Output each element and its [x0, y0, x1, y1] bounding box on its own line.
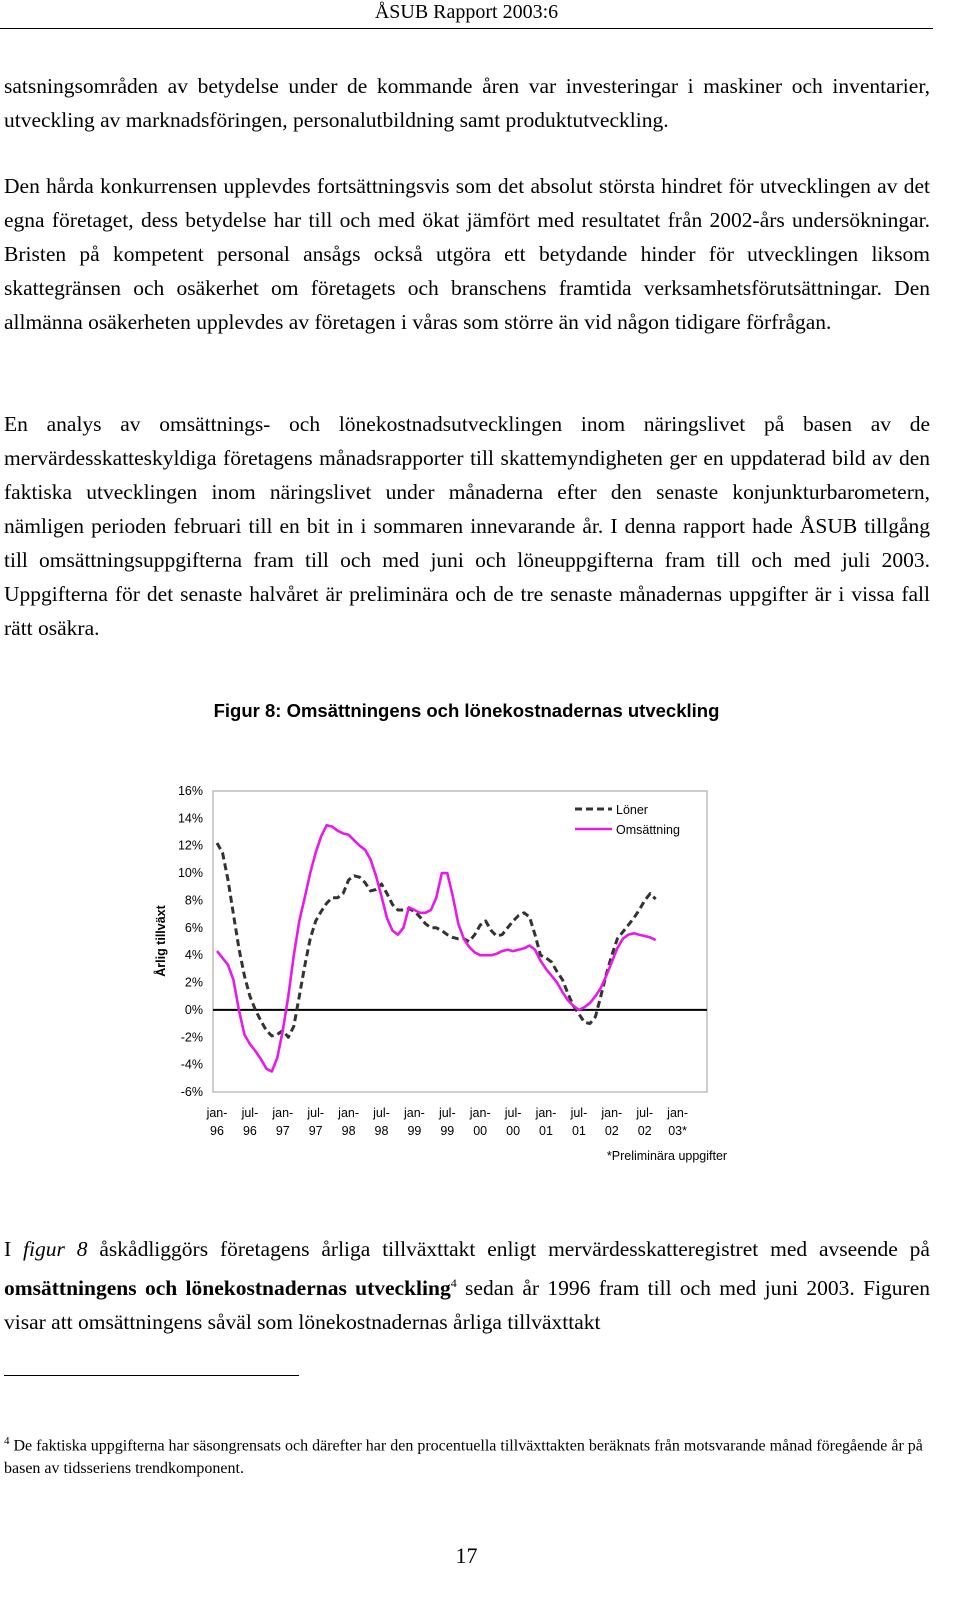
y-tick-label: 10%: [177, 866, 203, 881]
paragraph-3: En analys av omsättnings- och lönekostnadsutvecklingen inom näringslivet på basen av de mervärdesskatteskyldiga företagens månadsrapporter till skattemyndigheten ger en uppdaterad bild av den faktiska utvecklingen inom näringslivet under månaderna efter den senaste konjunkturbarometern, nämligen perioden februari till en bit in i sommaren innevarande år. I denna rapport hade ÅSUB tillgång till omsättningsuppgifterna fram till och med juni och löneuppgifterna fram till och med juli 2003. Uppgifterna för det senaste halvåret är preliminära och de tre senaste månadernas uppgifter är i vissa fall rätt osäkra.: [4, 412, 930, 640]
x-tick-label: jan-: [272, 1106, 294, 1120]
y-tick-label: -2%: [180, 1030, 203, 1045]
legend-label: Löner: [616, 803, 648, 817]
y-tick-label: 16%: [177, 784, 203, 798]
p4-text-a: I: [4, 1237, 24, 1261]
x-tick-label: jan-: [535, 1106, 557, 1120]
header-rule: [0, 28, 933, 29]
x-tick-label: jan-: [667, 1106, 689, 1120]
x-tick-label: 02: [604, 1124, 619, 1138]
y-tick-label: 4%: [184, 948, 203, 963]
footnote-reference: 4: [450, 1276, 457, 1290]
x-tick-label: 02: [637, 1124, 652, 1138]
x-tick-label: 98: [374, 1124, 389, 1138]
x-tick-label: jul-: [373, 1106, 390, 1120]
page-number: 17: [455, 1543, 478, 1568]
x-tick-label: 01: [539, 1124, 553, 1138]
y-tick-label: 12%: [177, 838, 203, 853]
paragraph-2: Den hårda konkurrensen upplevdes fortsättningsvis som det absolut största hindret för utvecklingen av det egna företaget, dess betydelse har till och med ökat jämfört med resultatet från 2002-års undersökningar. Bristen på kompetent personal ansågs också utgöra ett betydande hinder för utvecklingen liksom skattegränsen och osäkerhet om företagets och branschens framtida verksamhetsförutsättningar. Den allmänna osäkerheten upplevdes av företagen i våras som större än vid någon tidigare förfrågan.: [4, 174, 930, 334]
x-tick-label: jan-: [403, 1106, 425, 1120]
x-tick-label: 99: [407, 1124, 422, 1138]
bold-phrase: omsättningens och lönekostnadernas utveckling: [4, 1276, 451, 1301]
y-tick-label: 14%: [177, 811, 203, 826]
x-tick-label: 99: [440, 1124, 455, 1138]
x-tick-label: jan-: [601, 1106, 623, 1120]
x-tick-label: jul-: [570, 1106, 588, 1120]
footnote-rule: [4, 1375, 299, 1376]
x-tick-label: 97: [308, 1124, 323, 1138]
x-tick-label: 96: [210, 1124, 224, 1138]
x-tick-label: 01: [571, 1124, 586, 1138]
x-tick-label: jul-: [307, 1106, 325, 1120]
x-tick-label: 00: [473, 1124, 488, 1138]
x-tick-label: 00: [506, 1124, 521, 1138]
y-tick-label: 6%: [184, 920, 203, 935]
x-tick-label: jan-: [206, 1106, 228, 1120]
figure-title: Figur 8: Omsättningens och lönekostnadernas utveckling: [213, 700, 720, 721]
legend-label: Omsättning: [616, 823, 680, 837]
y-tick-label: 0%: [184, 1002, 203, 1017]
x-tick-label: 03*: [668, 1124, 687, 1138]
x-tick-label: 97: [275, 1124, 290, 1138]
footnote-marker: 4: [4, 1435, 10, 1447]
x-tick-label: 98: [341, 1124, 356, 1138]
x-tick-label: jul-: [438, 1106, 456, 1120]
p4-text-f: sedan år 1996 fram till och med juni 2003. Figuren visar att omsättningens såväl som lönekostnadernas årliga tillväxttakt: [4, 1276, 930, 1335]
figure-reference: figur 8: [23, 1237, 88, 1261]
y-tick-label: 2%: [184, 975, 203, 990]
x-tick-label: jan-: [469, 1106, 491, 1120]
x-tick-label: jul-: [504, 1106, 522, 1120]
y-tick-label: 8%: [184, 893, 203, 908]
y-axis-label: Årlig tillväxt: [154, 905, 168, 977]
x-tick-label: jan-: [338, 1106, 360, 1120]
y-tick-label: -6%: [180, 1085, 203, 1099]
running-header: ÅSUB Rapport 2003:6: [374, 1, 559, 23]
footnote: [4, 1430, 930, 1480]
y-tick-label: -4%: [180, 1057, 203, 1072]
line-chart: [0, 760, 933, 1170]
footnote-text: De faktiska uppgifterna har säsongrensats och därefter har den procentuella tillväxttakten beräknats från motsvarande månad föregående år på basen av tidsseriens trendkomponent.: [4, 1437, 923, 1478]
p4-text-c: åskådliggörs företagens årliga tillväxttakt enligt mervärdesskatteregistret med avseende på: [87, 1237, 930, 1261]
x-tick-label: 96: [242, 1124, 257, 1138]
x-tick-label: jul-: [636, 1106, 654, 1120]
series-line-omsattning: [217, 825, 656, 1071]
x-tick-label: jul-: [241, 1106, 259, 1120]
paragraph-4: [4, 1232, 930, 1339]
paragraph-1: satsningsområden av betydelse under de kommande åren var investeringar i maskiner och inventarier, utveckling av marknadsföringen, personalutbildning samt produktutveckling.: [4, 74, 930, 132]
figure-note: *Preliminära uppgifter: [606, 1149, 728, 1163]
series-line-loner: [217, 843, 656, 1037]
